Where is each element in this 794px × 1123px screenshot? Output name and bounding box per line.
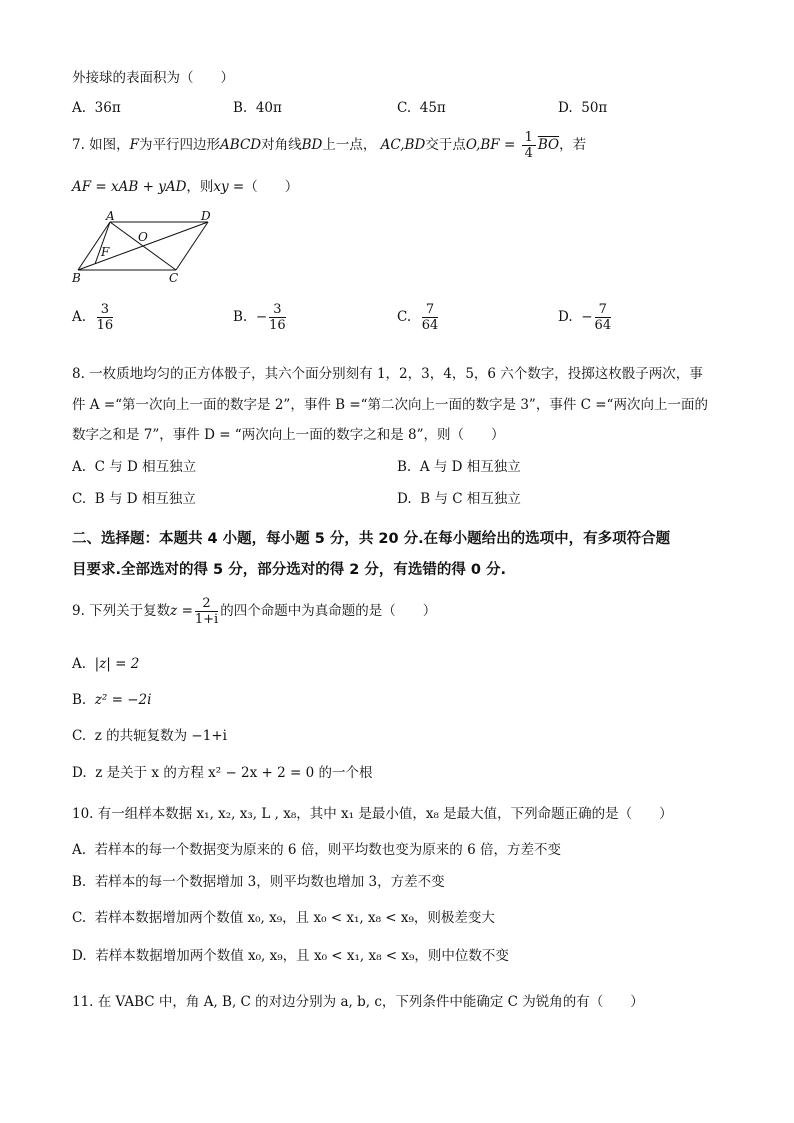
- q8-option-b: B. A 与 D 相互独立: [397, 459, 521, 475]
- q6-option-d: D. 50π: [558, 100, 608, 116]
- q7-fraction: $\frac{1}{4}$: [522, 130, 536, 161]
- section2-heading-line1: 二、选择题：本题共 4 小题，每小题 5 分，共 20 分.在每小题给出的选项中，有多项符合题: [72, 531, 671, 547]
- q9-option-c: C. z 的共轭复数为 −1+i: [72, 728, 227, 744]
- q8-stem-line3: 数字之和是 7”，事件 D = “两次向上一面的数字之和是 8”，则（ ）: [72, 427, 505, 443]
- q9-option-a: A. |z| = 2: [72, 656, 140, 672]
- label-a: A: [106, 210, 115, 223]
- q6-option-c: C. 45π: [397, 100, 446, 116]
- q9-stem: 9. 下列关于复数z = $\frac{2}{1+i}$ 的四个命题中为真命题的是（ ）: [72, 596, 437, 627]
- q6-stem-tail: 外接球的表面积为（ ）: [72, 70, 234, 86]
- label-f: F: [101, 245, 110, 259]
- q11-stem: 11. 在 VABC 中，角 A, B, C 的对边分别为 a, b, c，下列条件中能确定 C 为锐角的有（ ）: [72, 994, 644, 1010]
- q9-fraction: $\frac{2}{1+i}$: [194, 596, 219, 627]
- label-o: O: [138, 230, 148, 244]
- q7-option-d: D. − $\frac{7}{64}$: [558, 302, 612, 333]
- parallelogram-figure: [68, 210, 228, 288]
- q10-option-b: B. 若样本的每一个数据增加 3，则平均数也增加 3，方差不变: [72, 874, 445, 890]
- q7-stem-line2: AF = xAB + yAD，则xy =（ ）: [72, 179, 299, 195]
- q9-option-b: B. z² = −2i: [72, 692, 152, 708]
- q7-option-b: B. − $\frac{3}{16}$: [233, 302, 286, 333]
- q8-stem-line1: 8. 一枚质地均匀的正方体骰子，其六个面分别刻有 1，2，3，4，5，6 六个数字，投掷这枚骰子两次，事: [72, 366, 703, 382]
- label-d: D: [201, 210, 211, 223]
- label-c: C: [169, 271, 179, 285]
- q6-option-a: A. 36π: [72, 100, 121, 116]
- q7-option-c: C. $\frac{7}{64}$: [397, 302, 439, 333]
- q8-option-c: C. B 与 D 相互独立: [72, 491, 196, 507]
- q10-option-a: A. 若样本的每一个数据变为原来的 6 倍，则平均数也变为原来的 6 倍，方差不变: [72, 842, 561, 858]
- q9-option-d: D. z 是关于 x 的方程 x² − 2x + 2 = 0 的一个根: [72, 765, 373, 781]
- side-dc: [176, 222, 208, 270]
- section2-heading-line2: 目要求.全部选对的得 5 分，部分选对的得 2 分，有选错的得 0 分.: [72, 562, 507, 578]
- q8-stem-line2: 件 A =“第一次向上一面的数字是 2”，事件 B =“第二次向上一面的数字是 3”，事件 C =“两次向上一面的: [72, 397, 708, 413]
- label-b: B: [72, 271, 81, 285]
- q10-option-c: C. 若样本数据增加两个数值 x₀, x₉，且 x₀ < x₁, x₈ < x₉，则极差变大: [72, 910, 495, 926]
- q8-option-a: A. C 与 D 相互独立: [72, 459, 197, 475]
- q10-option-d: D. 若样本数据增加两个数值 x₀, x₉，且 x₀ < x₁, x₈ < x₉，则中位数不变: [72, 948, 509, 964]
- q7-option-a: A. $\frac{3}{16}$: [72, 302, 114, 333]
- q10-stem: 10. 有一组样本数据 x₁, x₂, x₃, L , x₈，其中 x₁ 是最小值，x₈ 是最大值，下列命题正确的是（ ）: [72, 806, 673, 822]
- q8-option-d: D. B 与 C 相互独立: [397, 491, 521, 507]
- q7-stem-line1: 7. 如图，F为平行四边形ABCD对角线BD上一点， AC,BD交于点O,BF = $\frac{1}{4}$ $\overline{BO}$，若: [72, 130, 587, 161]
- q6-option-b: B. 40π: [233, 100, 282, 116]
